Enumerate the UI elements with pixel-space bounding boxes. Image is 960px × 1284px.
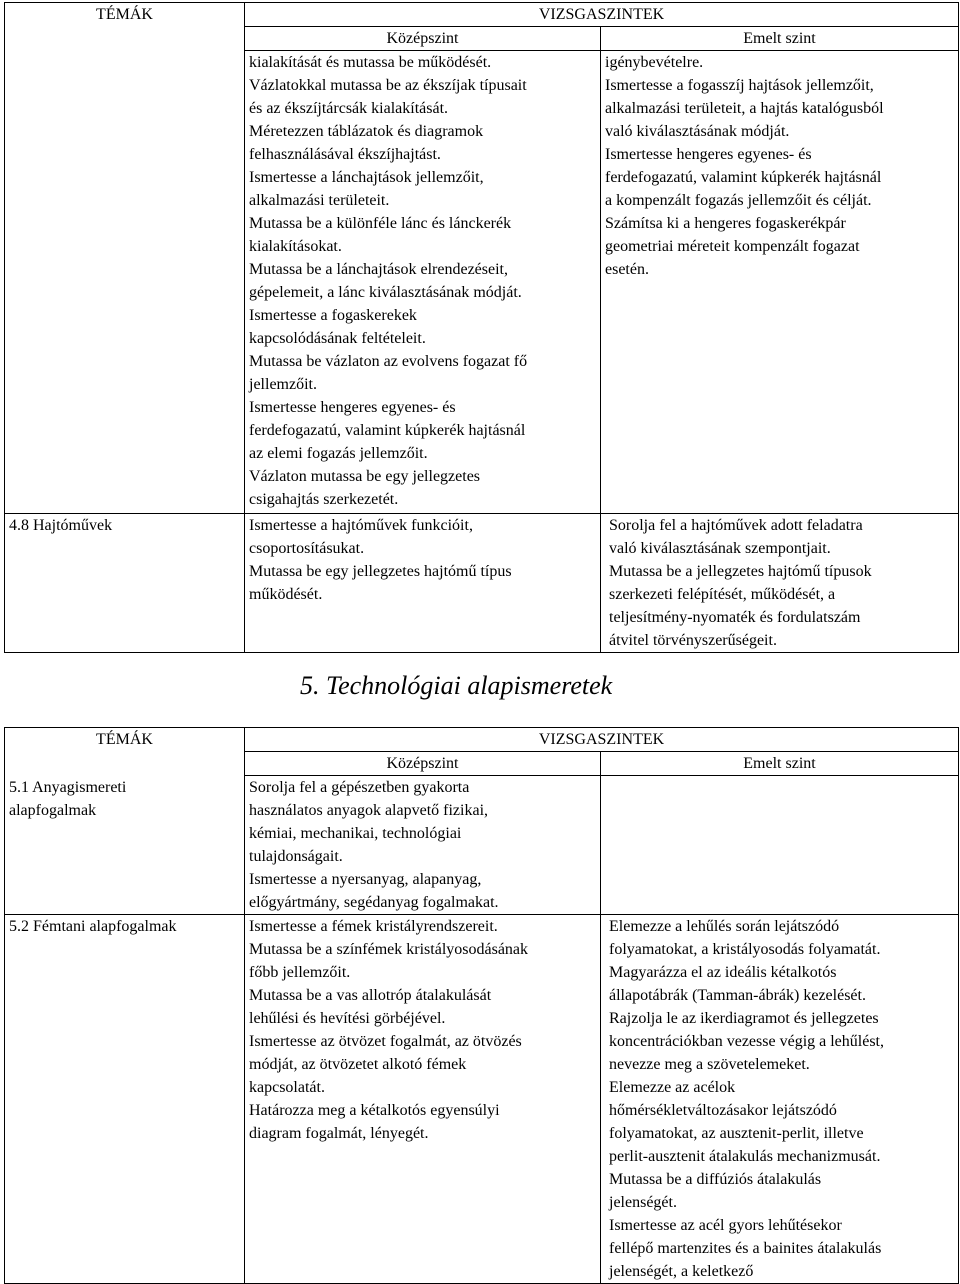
mid-level-cell [245,915,601,1284]
topic-label: 4.8 Hajtóművek [9,517,113,534]
content-line: kialakítását és mutassa be működését. [249,54,492,71]
content-line: Mutassa be a diffúziós átalakulás [609,1171,822,1188]
content-line: Ismertesse a lánchajtások jellemzőit, [249,169,484,186]
exam-table-mechanical [4,2,959,653]
content-line: Magyarázza el az ideális kétalkotós [609,964,837,981]
content-line: ferdefogazatú, valamint kúpkerék hajtásnál [249,422,526,439]
content-line: kapcsolódásának feltételeit. [249,330,426,347]
content-line: Vázlatokkal mutassa be az ékszíjak típusait [249,77,527,94]
content-line: állapotábrák (Tamman-ábrák) kezelését. [609,987,866,1004]
content-line: Vázlaton mutassa be egy jellegzetes [249,468,481,485]
topic-cell [5,915,245,1284]
content-line: Rajzolja le az ikerdiagramot és jellegzetes [609,1010,879,1027]
content-line: Mutassa be a színfémek kristályosodásának [249,941,529,958]
adv-level-header [601,752,959,776]
table-row [5,776,959,915]
content-line: folyamatokat, az ausztenit-perlit, illetve [609,1125,864,1142]
content-line: módját, az ötvözetet alkotó fémek [249,1056,467,1073]
mid-level-cell [245,514,601,653]
content-line: folyamatokat, a kristályosodás folyamatát. [609,941,881,958]
content-line: Mutassa be a jellegzetes hajtómű típusok [609,563,872,580]
content-line: igénybevételre. [605,54,704,71]
topic-cell [5,514,245,653]
content-line: diagram fogalmát, lényegét. [249,1125,429,1142]
topic-cell [5,776,245,915]
content-line: kapcsolatát. [249,1079,325,1096]
topics-header [5,728,245,776]
topics-header-label: TÉMÁK [96,6,153,23]
content-line: Ismertesse a fémek kristályrendszereit. [249,918,498,935]
mid-level-header [245,752,601,776]
content-line: Méretezzen táblázatok és diagramok [249,123,484,140]
topic-cell [5,51,245,514]
content-line: használatos anyagok alapvető fizikai, [249,802,489,819]
content-line: felhasználásával ékszíjhajtást. [249,146,441,163]
content-line: Ismertesse hengeres egyenes- és [249,399,456,416]
adv-level-cell [601,776,959,915]
content-line: Ismertesse hengeres egyenes- és [605,146,812,163]
document-page [4,2,958,1284]
content-line: Számítsa ki a hengeres fogaskerékpár [605,215,846,232]
adv-level-cell [601,915,959,1284]
content-line: perlit-ausztenit átalakulás mechanizmusát. [609,1148,881,1165]
content-line: Sorolja fel a gépészetben gyakorta [249,779,470,796]
mid-level-header-label: Középszint [386,30,459,47]
content-line: szerkezeti felépítését, működését, a [609,586,836,603]
content-line: Sorolja fel a hajtóművek adott feladatra [609,517,863,534]
content-line: jelenségét. [609,1194,677,1211]
content-line: csigahajtás szerkezetét. [249,491,399,508]
content-line: alkalmazási területeit. [249,192,390,209]
adv-level-cell [601,51,959,514]
content-line: Határozza meg a kétalkotós egyensúlyi [249,1102,500,1119]
content-line: alkalmazási területeit, a hajtás katalógusból [605,100,884,117]
content-line: Ismertesse az ötvözet fogalmát, az ötvözés [249,1033,522,1050]
content-line: Ismertesse a nyersanyag, alapanyag, [249,871,482,888]
table-header-row [5,3,959,27]
topic-label: 5.2 Fémtani alapfogalmak [9,918,177,935]
content-line: Mutassa be a lánchajtások elrendezéseit, [249,261,508,278]
content-line: Ismertesse a fogaskerekek [249,307,417,324]
topics-header [5,3,245,51]
table-row [5,514,959,653]
content-line: hőmérsékletváltozásakor lejátszódó [609,1102,837,1119]
topic-label: 5.1 Anyagismereti [9,778,127,796]
content-line: csoportosításukat. [249,540,365,557]
section-title: 5. Technológiai alapismeretek [300,671,613,700]
content-line: Ismertesse a hajtóművek funkcióit, [249,517,473,534]
mid-level-header [245,27,601,51]
content-line: gépelemeit, a lánc kiválasztásának módját. [249,284,522,301]
content-line: Elemezze az acélok [609,1079,736,1096]
topics-header-label: TÉMÁK [96,731,153,748]
content-line: átvitel törvényszerűségeit. [609,632,777,649]
table-row [5,915,959,1284]
content-line: a kompenzált fogazás jellemzőit és célját. [605,192,872,209]
content-line: esetén. [605,261,649,278]
content-line: koncentrációkban vezesse végig a lehűlést, [609,1033,884,1050]
content-line: teljesítmény-nyomaték és fordulatszám [609,609,861,626]
content-line: kialakításokat. [249,238,342,255]
adv-level-cell [601,514,959,653]
content-line: kémiai, mechanikai, technológiai [249,825,462,842]
content-line: Ismertesse a fogasszíj hajtások jellemzőit, [605,77,874,94]
adv-level-header [601,27,959,51]
exam-levels-header [245,728,959,752]
mid-level-header-label: Középszint [386,755,459,772]
content-line: Mutassa be a vas allotróp átalakulását [249,987,492,1004]
content-line: az elemi fogazás jellemzőit. [249,445,428,462]
content-line: nevezze meg a szövetelemeket. [609,1056,810,1073]
content-line: Ismertesse az acél gyors lehűtésekor [609,1217,842,1234]
exam-levels-header-label: VIZSGASZINTEK [538,731,665,748]
content-line: fellépő martenzites és a bainites átalakulás [609,1240,882,1257]
content-line: tulajdonságait. [249,848,343,865]
content-line: Mutassa be egy jellegzetes hajtómű típus [249,563,512,580]
mid-level-cell [245,51,601,514]
content-line: jellemzőit. [249,376,317,393]
table-row [5,51,959,514]
exam-levels-header [245,3,959,27]
table-header-row [5,728,959,752]
adv-level-header-label: Emelt szint [743,30,816,47]
content-line: működését. [249,586,323,603]
content-line: Mutassa be a különféle lánc és lánckerék [249,215,512,232]
exam-table-technology [4,727,959,1284]
content-line: főbb jellemzőit. [249,964,351,981]
content-line: Mutassa be vázlaton az evolvens fogazat fő [249,353,528,370]
content-line: jelenségét, a keletkező [609,1263,754,1280]
mid-level-cell [245,776,601,915]
content-line: előgyártmány, segédanyag fogalmakat. [249,894,499,911]
exam-levels-header-label: VIZSGASZINTEK [538,6,665,23]
content-line: való kiválasztásának szempontjait. [609,540,831,557]
content-line: ferdefogazatú, valamint kúpkerék hajtásnál [605,169,882,186]
content-line: Elemezze a lehűlés során lejátszódó [609,918,840,935]
content-line: geometriai méreteit kompenzált fogazat [605,238,860,255]
content-line: való kiválasztásának módját. [605,123,790,140]
content-line: lehűlési és hevítési görbéjével. [249,1010,446,1027]
adv-level-header-label: Emelt szint [743,755,816,772]
topic-label: alapfogalmak [9,801,97,819]
content-line: és az ékszíjtárcsák kialakítását. [249,100,449,117]
